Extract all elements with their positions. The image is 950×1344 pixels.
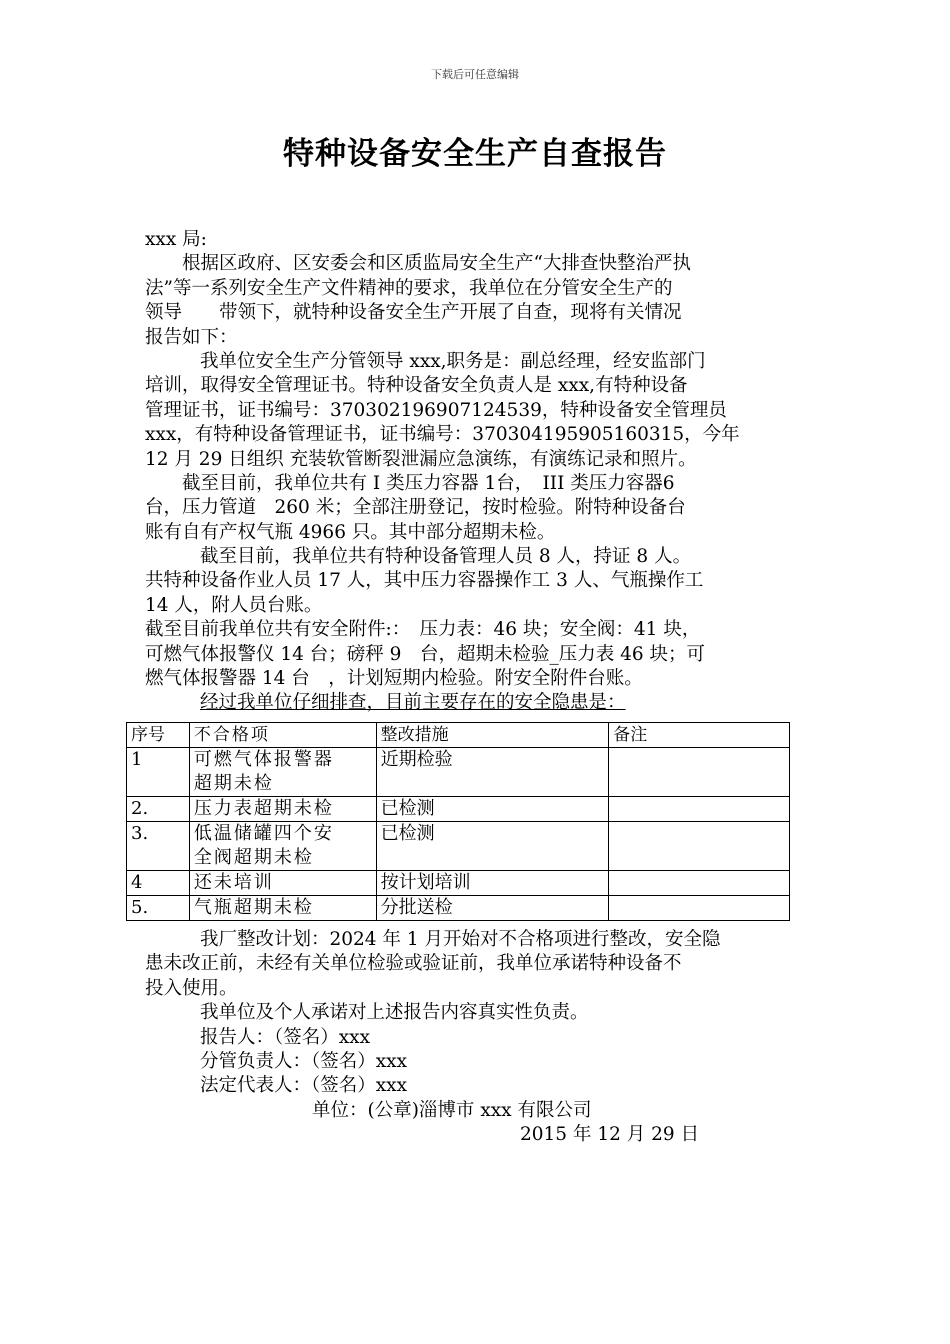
intro-line: 根据区政府、区安委会和区质监局安全生产“大排查快整治严执 xyxy=(182,253,691,275)
row-fix: 按计划培训 xyxy=(376,871,609,896)
header-item: 不合格项 xyxy=(189,723,376,748)
row-fix: 已检测 xyxy=(376,822,609,871)
p1-line: 培训，取得安全管理证书。特种设备安全负责人是 xxx,有特种设备 xyxy=(145,375,688,397)
hazard-intro-line xyxy=(145,691,810,715)
p2-line: 账有自有产权气瓶 4966 只。其中部分超期未检。 xyxy=(145,521,556,543)
header-note-col: 备注 xyxy=(609,723,790,748)
header-no: 序号 xyxy=(127,723,190,748)
row-note xyxy=(609,896,790,921)
header-fix: 整改措施 xyxy=(376,723,609,748)
row-no: 4 xyxy=(127,871,190,896)
p3-line: 截至目前，我单位共有特种设备管理人员 8 人，持证 8 人。 xyxy=(200,546,692,568)
p3-line: 14 人，附人员台账。 xyxy=(145,594,323,616)
intro-line: 领导 带领下，就特种设备安全生产开展了自查，现将有关情况 xyxy=(145,302,682,324)
p2-line: 截至目前，我单位共有 I 类压力容器 1台， III 类压力容器6 xyxy=(182,472,675,494)
row-item-line: 气瓶超期未检 xyxy=(193,897,314,918)
row-no: 3. xyxy=(127,822,190,871)
signature-reporter: 报告人：（签名）xxx xyxy=(200,1026,371,1048)
p1-line: 12 月 29 日组织 充装软管断裂泄漏应急演练，有演练记录和照片。 xyxy=(145,448,697,470)
intro-line: 报告如下： xyxy=(145,326,238,348)
p2-line: 台，压力管道 260 米；全部注册登记，按时检验。附特种设备台 xyxy=(145,497,686,519)
table-header-row xyxy=(127,723,790,748)
row-item-line: 全阀超期未检 xyxy=(193,847,314,868)
plan-line: 我厂整改计划：2024 年 1 月开始对不合格项进行整改，安全隐 xyxy=(200,929,721,950)
row-no: 5. xyxy=(127,896,190,921)
row-item xyxy=(189,871,376,896)
row-fix: 分批送检 xyxy=(376,896,609,921)
signature-supervisor: 分管负责人：（签名）xxx xyxy=(200,1050,408,1072)
row-note xyxy=(609,822,790,871)
row-item xyxy=(189,822,376,871)
salutation: xxx 局: xyxy=(145,229,207,250)
document-title: 特种设备安全生产自查报告 xyxy=(283,136,667,172)
hazard-intro-text: 经过我单位仔细排查，目前主要存在的安全隐患是： xyxy=(200,692,626,714)
signature-unit: 单位：(公章)淄博市 xxx 有限公司 xyxy=(312,1099,592,1121)
p3-line: 共特种设备作业人员 17 人，其中压力容器操作工 3 人、气瓶操作工 xyxy=(145,570,704,592)
row-fix: 已检测 xyxy=(376,797,609,822)
commitment-line: 我单位及个人承诺对上述报告内容真实性负责。 xyxy=(200,1002,589,1024)
table-row xyxy=(127,748,790,797)
document-body xyxy=(145,228,810,716)
row-item xyxy=(189,748,376,797)
table-row xyxy=(127,896,790,921)
signature-legal-rep: 法定代表人：（签名）xxx xyxy=(200,1075,408,1097)
row-item-line: 超期未检 xyxy=(193,773,274,794)
row-item-line: 可燃气体报警器 xyxy=(193,749,334,770)
row-note xyxy=(609,797,790,822)
row-item-line: 压力表超期未检 xyxy=(193,798,334,819)
row-item-line: 还未培训 xyxy=(193,872,274,893)
p4-line: 燃气体报警器 14 台 ，计划短期内检验。附安全附件台账。 xyxy=(145,668,643,690)
row-note xyxy=(609,871,790,896)
row-note xyxy=(609,748,790,797)
signature-date: 2015 年 12 月 29 日 xyxy=(520,1124,700,1146)
row-item xyxy=(189,797,376,822)
table-row xyxy=(127,822,790,871)
header-note: 下载后可任意编辑 xyxy=(431,68,519,81)
row-no: 2. xyxy=(127,797,190,822)
table-row xyxy=(127,871,790,896)
p1-line: 我单位安全生产分管领导 xxx,职务是：副总经理，经安监部门 xyxy=(200,350,706,372)
p1-line: 管理证书，证书编号：370302196907124539，特种设备安全管理员 xyxy=(145,399,727,421)
p4-line: 截至目前我单位共有安全附件:： 压力表：46 块；安全阀：41 块， xyxy=(145,619,701,641)
plan-line: 投入使用。 xyxy=(145,977,238,999)
hazard-table xyxy=(126,722,790,921)
row-fix: 近期检验 xyxy=(376,748,609,797)
row-no: 1 xyxy=(127,748,190,797)
row-item xyxy=(189,896,376,921)
plan-line: 患未改正前，未经有关单位检验或验证前，我单位承诺特种设备不 xyxy=(145,953,682,975)
p1-line: xxx，有特种设备管理证书，证书编号：370304195905160315，今年 xyxy=(145,424,740,446)
table-row xyxy=(127,797,790,822)
row-item-line: 低温储罐四个安 xyxy=(193,823,334,844)
p4-line: 可燃气体报警仪 14 台；磅秤 9 台，超期未检验_压力表 46 块；可 xyxy=(145,643,706,665)
intro-line: 法”等一系列安全生产文件精神的要求，我单位在分管安全生产的 xyxy=(145,277,673,299)
document-closing xyxy=(145,928,810,1148)
